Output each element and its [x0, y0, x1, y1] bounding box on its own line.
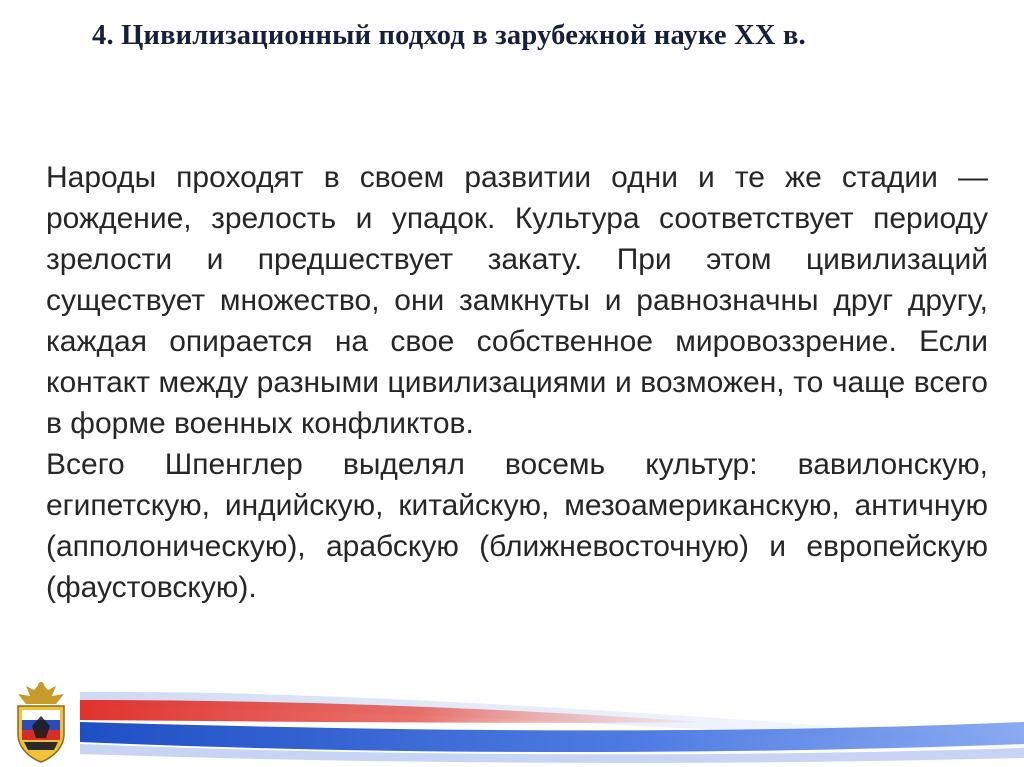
slide-body — [46, 157, 988, 608]
body-paragraph-1: Народы проходят в своем развитии одни и те же стадии — рождение, зрелость и упадок. Культура соответствует периоду зрелости и предшествует закату. При этом цивилизаций существует множество, они замкнуты и равнозначны друг другу, каждая опирается на свое собственное мировоззрение. Если контакт между разными цивилизациями и возможен, то чаще всего в форме военных конфликтов. — [46, 161, 988, 440]
blue-stripe — [80, 722, 1024, 752]
body-paragraph-2: Всего Шпенглер выделял восемь культур: вавилонскую, египетскую, индийскую, китайскую, мезоамериканскую, античную (апполоническую), арабскую (ближневосточную) и европейскую (фаустовскую). — [46, 448, 988, 604]
decorative-stripes — [0, 670, 1024, 767]
eagle-emblem-icon — [4, 676, 78, 767]
slide-title: 4. Цивилизационный подход в зарубежной науке XX в. — [92, 20, 806, 51]
